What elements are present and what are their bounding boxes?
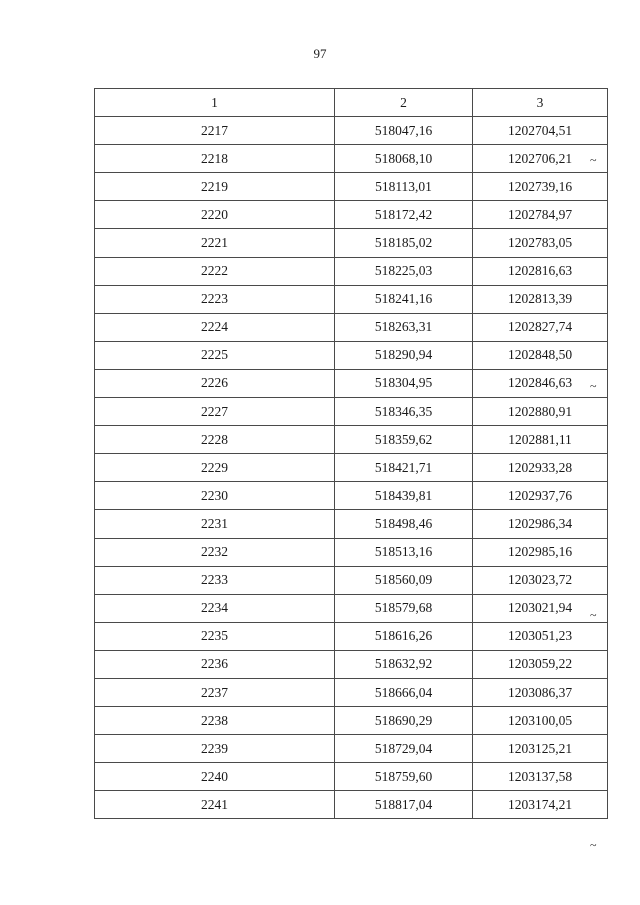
margin-mark: ~ — [590, 608, 597, 622]
point-number-cell: 2228 — [95, 426, 335, 454]
y-coordinate-cell: 1203174,21 — [473, 791, 608, 819]
table-row — [95, 707, 608, 735]
y-coordinate-cell: 1202706,21 — [473, 145, 608, 173]
table-row — [95, 650, 608, 678]
x-coordinate-cell: 518290,94 — [335, 341, 473, 369]
y-coordinate-cell: 1202784,97 — [473, 201, 608, 229]
x-coordinate-cell: 518172,42 — [335, 201, 473, 229]
margin-mark: ~ — [590, 838, 597, 852]
table-row — [95, 678, 608, 706]
y-coordinate-cell: 1202881,11 — [473, 426, 608, 454]
y-coordinate-cell: 1203051,23 — [473, 622, 608, 650]
x-coordinate-cell: 518241,16 — [335, 285, 473, 313]
table-row — [95, 454, 608, 482]
x-coordinate-cell: 518579,68 — [335, 594, 473, 622]
point-number-cell: 2226 — [95, 369, 335, 397]
x-coordinate-cell: 518690,29 — [335, 707, 473, 735]
x-coordinate-cell: 518047,16 — [335, 117, 473, 145]
table-header-row — [95, 89, 608, 117]
table-row — [95, 482, 608, 510]
table-row — [95, 285, 608, 313]
point-number-cell: 2240 — [95, 763, 335, 791]
y-coordinate-cell: 1203086,37 — [473, 678, 608, 706]
y-coordinate-cell: 1202937,76 — [473, 482, 608, 510]
table-row — [95, 369, 608, 397]
point-number-cell: 2232 — [95, 538, 335, 566]
point-number-cell: 2231 — [95, 510, 335, 538]
y-coordinate-cell: 1202880,91 — [473, 398, 608, 426]
x-coordinate-cell: 518632,92 — [335, 650, 473, 678]
x-coordinate-cell: 518304,95 — [335, 369, 473, 397]
table-row — [95, 566, 608, 594]
margin-mark: ~ — [590, 379, 597, 393]
margin-mark: ~ — [590, 153, 597, 167]
x-coordinate-cell: 518616,26 — [335, 622, 473, 650]
point-number-cell: 2221 — [95, 229, 335, 257]
table-row — [95, 594, 608, 622]
column-header: 3 — [473, 89, 608, 117]
y-coordinate-cell: 1202704,51 — [473, 117, 608, 145]
x-coordinate-cell: 518263,31 — [335, 313, 473, 341]
table-row — [95, 313, 608, 341]
y-coordinate-cell: 1203137,58 — [473, 763, 608, 791]
coordinates-table — [94, 88, 608, 819]
table-row — [95, 117, 608, 145]
table-row — [95, 622, 608, 650]
y-coordinate-cell: 1202985,16 — [473, 538, 608, 566]
x-coordinate-cell: 518439,81 — [335, 482, 473, 510]
point-number-cell: 2218 — [95, 145, 335, 173]
x-coordinate-cell: 518560,09 — [335, 566, 473, 594]
y-coordinate-cell: 1202848,50 — [473, 341, 608, 369]
y-coordinate-cell: 1202827,74 — [473, 313, 608, 341]
y-coordinate-cell: 1202739,16 — [473, 173, 608, 201]
x-coordinate-cell: 518113,01 — [335, 173, 473, 201]
x-coordinate-cell: 518759,60 — [335, 763, 473, 791]
point-number-cell: 2224 — [95, 313, 335, 341]
point-number-cell: 2239 — [95, 735, 335, 763]
point-number-cell: 2241 — [95, 791, 335, 819]
x-coordinate-cell: 518359,62 — [335, 426, 473, 454]
table-row — [95, 791, 608, 819]
x-coordinate-cell: 518817,04 — [335, 791, 473, 819]
table-row — [95, 145, 608, 173]
x-coordinate-cell: 518185,02 — [335, 229, 473, 257]
x-coordinate-cell: 518498,46 — [335, 510, 473, 538]
point-number-cell: 2225 — [95, 341, 335, 369]
point-number-cell: 2233 — [95, 566, 335, 594]
x-coordinate-cell: 518729,04 — [335, 735, 473, 763]
table-row — [95, 735, 608, 763]
page-number: 97 — [313, 46, 327, 61]
y-coordinate-cell: 1203021,94 — [473, 594, 608, 622]
y-coordinate-cell: 1202986,34 — [473, 510, 608, 538]
table-row — [95, 257, 608, 285]
table-row — [95, 398, 608, 426]
y-coordinate-cell: 1203100,05 — [473, 707, 608, 735]
point-number-cell: 2229 — [95, 454, 335, 482]
point-number-cell: 2230 — [95, 482, 335, 510]
x-coordinate-cell: 518346,35 — [335, 398, 473, 426]
x-coordinate-cell: 518068,10 — [335, 145, 473, 173]
y-coordinate-cell: 1202846,63 — [473, 369, 608, 397]
x-coordinate-cell: 518421,71 — [335, 454, 473, 482]
y-coordinate-cell: 1202783,05 — [473, 229, 608, 257]
y-coordinate-cell: 1202816,63 — [473, 257, 608, 285]
y-coordinate-cell: 1202933,28 — [473, 454, 608, 482]
point-number-cell: 2237 — [95, 678, 335, 706]
point-number-cell: 2219 — [95, 173, 335, 201]
table-row — [95, 201, 608, 229]
point-number-cell: 2220 — [95, 201, 335, 229]
point-number-cell: 2227 — [95, 398, 335, 426]
table-row — [95, 229, 608, 257]
table-row — [95, 173, 608, 201]
table-row — [95, 341, 608, 369]
point-number-cell: 2236 — [95, 650, 335, 678]
table-row — [95, 510, 608, 538]
table-body — [95, 117, 608, 819]
x-coordinate-cell: 518666,04 — [335, 678, 473, 706]
y-coordinate-cell: 1203059,22 — [473, 650, 608, 678]
table-row — [95, 763, 608, 791]
column-header: 2 — [335, 89, 473, 117]
point-number-cell: 2238 — [95, 707, 335, 735]
y-coordinate-cell: 1202813,39 — [473, 285, 608, 313]
column-header: 1 — [95, 89, 335, 117]
y-coordinate-cell: 1203023,72 — [473, 566, 608, 594]
x-coordinate-cell: 518225,03 — [335, 257, 473, 285]
point-number-cell: 2223 — [95, 285, 335, 313]
table-row — [95, 538, 608, 566]
x-coordinate-cell: 518513,16 — [335, 538, 473, 566]
point-number-cell: 2217 — [95, 117, 335, 145]
y-coordinate-cell: 1203125,21 — [473, 735, 608, 763]
point-number-cell: 2235 — [95, 622, 335, 650]
point-number-cell: 2222 — [95, 257, 335, 285]
point-number-cell: 2234 — [95, 594, 335, 622]
table-row — [95, 426, 608, 454]
